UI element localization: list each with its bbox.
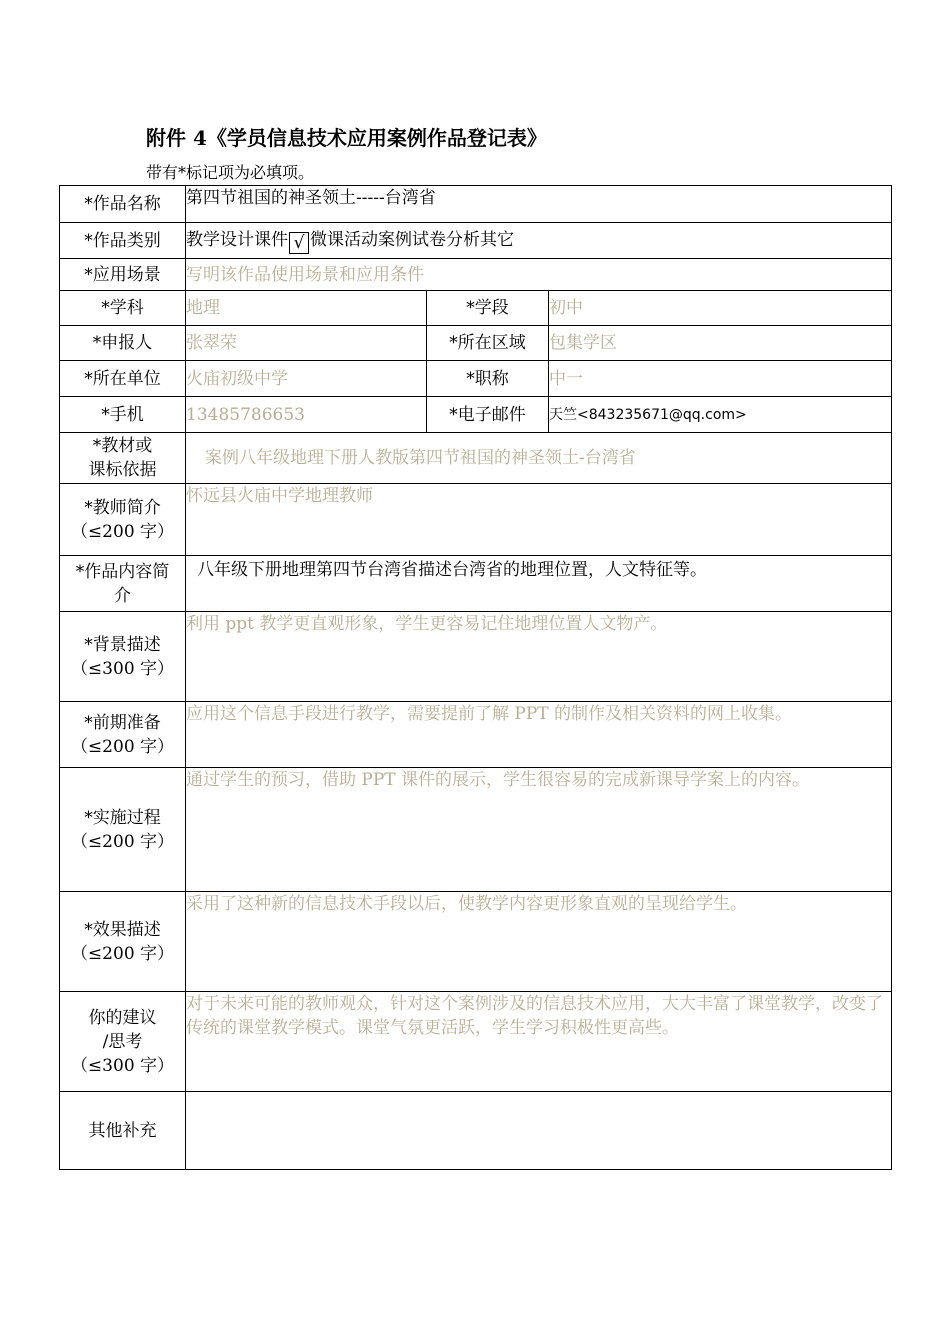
process-value: 通过学生的预习，借助 PPT 课件的展示，学生很容易的完成新课导学案上的内容。 (186, 770, 810, 790)
email-value: 天竺<843235671@qq.com> (549, 407, 747, 423)
work-type-label: *作品类别 (60, 223, 186, 259)
row-background (60, 612, 892, 702)
basis-field[interactable] (186, 433, 892, 484)
teacher-label-line2: （≤200 字） (70, 521, 175, 542)
content-label-line2: 介 (114, 585, 131, 606)
work-name-label: *作品名称 (60, 186, 186, 223)
region-label: *所在区域 (427, 326, 549, 361)
email-label: *电子邮件 (427, 397, 549, 433)
process-field[interactable] (186, 768, 892, 892)
unit-field[interactable] (186, 361, 427, 397)
subject-field[interactable] (186, 291, 427, 326)
background-label-line1: *背景描述 (84, 634, 161, 655)
title-label: *职称 (427, 361, 549, 397)
region-field[interactable] (549, 326, 892, 361)
row-work-type (60, 223, 892, 259)
row-other (60, 1092, 892, 1170)
phone-value: 13485786653 (186, 404, 305, 425)
teacher-label-line1: *教师简介 (84, 497, 161, 518)
row-preparation (60, 702, 892, 768)
background-label-line2: （≤300 字） (70, 658, 175, 679)
row-applicant (60, 326, 892, 361)
row-phone (60, 397, 892, 433)
effect-label (60, 892, 186, 992)
required-note: 带有*标记项为必填项。 (146, 163, 315, 182)
subject-value: 地理 (186, 298, 220, 318)
content-field[interactable] (186, 556, 892, 612)
work-type-after: 微课活动案例试卷分析其它 (310, 229, 514, 250)
suggestion-label-line3: （≤300 字） (70, 1055, 175, 1076)
scene-value: 写明该作品使用场景和应用条件 (186, 264, 424, 285)
applicant-field[interactable] (186, 326, 427, 361)
background-field[interactable] (186, 612, 892, 702)
suggestion-label (60, 992, 186, 1092)
work-name-field[interactable] (186, 186, 892, 223)
stage-field[interactable] (549, 291, 892, 326)
phone-field[interactable] (186, 397, 427, 433)
suggestion-value: 对于未来可能的教师观众，针对这个案例涉及的信息技术应用，大大丰富了课堂教学，改变了传统的课堂教学模式。课堂气氛更活跃，学生学习积极性更高些。 (186, 994, 883, 1038)
suggestion-field[interactable] (186, 992, 892, 1092)
row-suggestion (60, 992, 892, 1092)
process-label-line1: *实施过程 (84, 807, 161, 828)
basis-label (60, 433, 186, 484)
content-value: 八年级下册地理第四节台湾省描述台湾省的地理位置，人文特征等。 (197, 560, 707, 580)
job-title-field[interactable] (549, 361, 892, 397)
teacher-value: 怀远县火庙中学地理教师 (186, 486, 373, 506)
process-label (60, 768, 186, 892)
email-field[interactable] (549, 397, 892, 433)
row-basis (60, 433, 892, 484)
row-subject (60, 291, 892, 326)
applicant-value: 张翠荣 (186, 333, 237, 353)
work-name-value: 第四节祖国的神圣领土-----台湾省 (186, 188, 436, 208)
scene-field[interactable] (186, 259, 892, 291)
stage-value: 初中 (549, 298, 583, 318)
work-type-before: 教学设计课件 (186, 229, 288, 250)
suggestion-label-line1: 你的建议 (88, 1007, 157, 1028)
row-unit (60, 361, 892, 397)
content-label-line1: *作品内容简 (75, 561, 170, 582)
effect-label-line1: *效果描述 (84, 919, 161, 940)
preparation-label-line2: （≤200 字） (70, 736, 175, 757)
region-value: 包集学区 (549, 333, 617, 353)
subject-label: *学科 (60, 291, 186, 326)
row-teacher (60, 484, 892, 556)
teacher-label (60, 484, 186, 556)
row-scene (60, 259, 892, 291)
phone-label: *手机 (60, 397, 186, 433)
unit-value: 火庙初级中学 (186, 368, 288, 389)
registration-form (59, 185, 892, 1170)
background-value: 利用 ppt 教学更直观形象，学生更容易记住地理位置人文物产。 (186, 614, 668, 634)
basis-value: 案例八年级地理下册人教版第四节祖国的神圣领土-台湾省 (205, 448, 636, 468)
document-title: 附件 4《学员信息技术应用案例作品登记表》 (146, 126, 547, 150)
teacher-field[interactable] (186, 484, 892, 556)
job-title-value: 中一 (549, 368, 583, 389)
effect-field[interactable] (186, 892, 892, 992)
basis-label-line1: *教材或 (92, 436, 153, 456)
row-work-name (60, 186, 892, 223)
other-field[interactable] (186, 1092, 892, 1170)
preparation-label (60, 702, 186, 768)
scene-label: *应用场景 (60, 259, 186, 291)
effect-label-line2: （≤200 字） (70, 943, 175, 964)
preparation-value: 应用这个信息手段进行教学，需要提前了解 PPT 的制作及相关资料的网上收集。 (186, 704, 793, 724)
courseware-checkbox[interactable]: √ (289, 232, 309, 254)
process-label-line2: （≤200 字） (70, 831, 175, 852)
content-label (60, 556, 186, 612)
background-label (60, 612, 186, 702)
work-type-field (186, 223, 892, 259)
row-effect (60, 892, 892, 992)
suggestion-label-line2: /思考 (102, 1031, 143, 1052)
preparation-label-line1: *前期准备 (84, 712, 161, 733)
effect-value: 采用了这种新的信息技术手段以后，使教学内容更形象直观的呈现给学生。 (186, 894, 747, 914)
applicant-label: *申报人 (60, 326, 186, 361)
other-label: 其他补充 (60, 1092, 186, 1170)
unit-label: *所在单位 (60, 361, 186, 397)
row-process (60, 768, 892, 892)
row-content (60, 556, 892, 612)
preparation-field[interactable] (186, 702, 892, 768)
stage-label: *学段 (427, 291, 549, 326)
basis-label-line2: 课标依据 (88, 460, 157, 480)
